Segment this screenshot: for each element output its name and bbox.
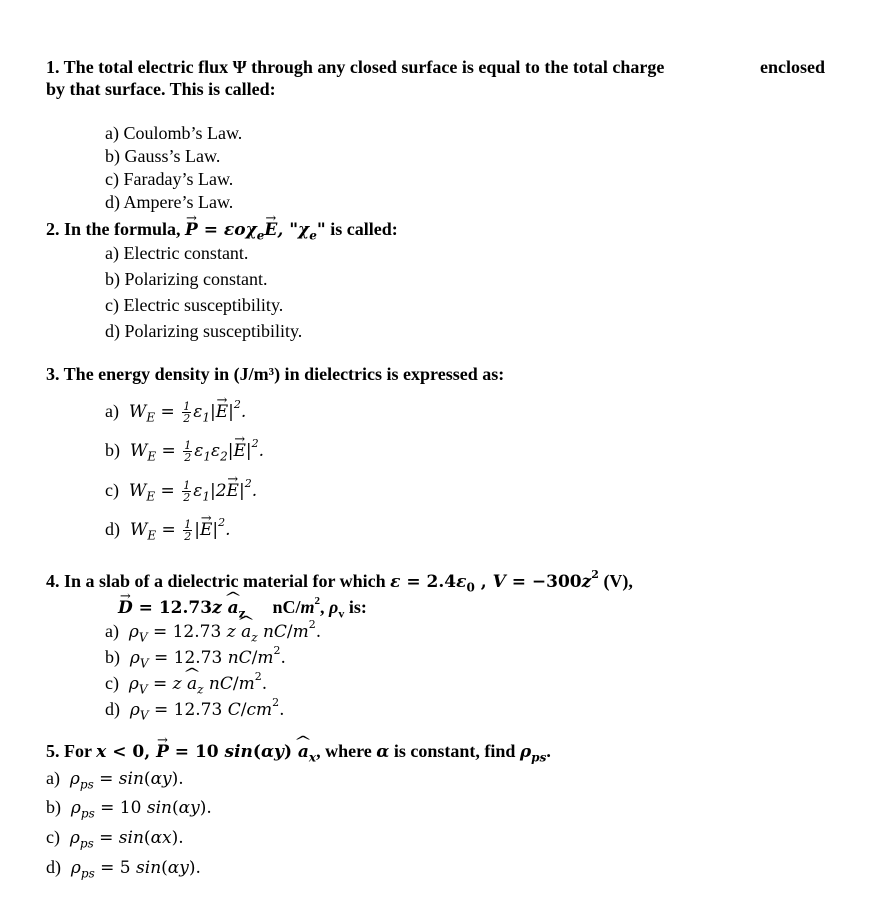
q5-option-b bbox=[46, 796, 212, 824]
q2-prefix: 2. In the formula, bbox=[46, 219, 181, 239]
q5-stem-prefix: 5. For bbox=[46, 741, 92, 761]
q5-option-d bbox=[46, 856, 201, 884]
q4-stem: 4. In a slab of a dielectric material for which bbox=[46, 571, 386, 591]
q1-option-c: c) Faraday’s Law. bbox=[105, 169, 234, 189]
q5-option-c bbox=[46, 826, 184, 854]
q5-option-c-label: c) bbox=[46, 827, 60, 847]
q1-stem-line1: 1. The total electric flux Ψ through any closed surface is equal to the total charge bbox=[46, 57, 665, 77]
q5-option-a-formula: $\rho_{ps} = \sin(\alpha y)$. bbox=[69, 769, 184, 792]
q4-stem-line1: 4. In a slab of a dielectric material for which $\varepsilon = 2.4\varepsilon_0$ , $V = -300z^2$ (V), bbox=[46, 568, 633, 595]
q5-stem: 5. For x < 0, → P = 10 sin(αy) ^ $a_x$, where α is constant, find $\rho_{ps}$. bbox=[46, 740, 551, 768]
q5-option-d-label: d) bbox=[46, 857, 61, 877]
q3-option-b-formula: $W_E$ = $\frac{1}{2}$ $\varepsilon_1\varepsilon_2|\to E|^2$. bbox=[125, 441, 265, 461]
q5-option-c-formula: $\rho_{ps} = \sin(\alpha x)$. bbox=[69, 828, 184, 851]
q2-option-b: b) Polarizing constant. bbox=[105, 269, 268, 289]
q5-condition: x < 0, → P = 10 sin(αy) ^ $a_x$ bbox=[96, 742, 316, 762]
q3-option-d-label: d) bbox=[105, 519, 120, 539]
q3-option-d-formula: $W_E$ = $\frac{1}{2}$ |→ $E|^2$. bbox=[125, 520, 231, 540]
q3-option-c bbox=[105, 473, 257, 507]
q5-target: $\rho_{ps}$ bbox=[519, 742, 547, 765]
q4-option-d-label: d) bbox=[105, 699, 120, 719]
q4-stem-line2: → D = 12.73z ^ $a_z$ $nC/m^2$, $\rho_v$ is: bbox=[118, 590, 367, 625]
q3-stem: 3. The energy density in (J/m³) in dielectrics is expressed as: bbox=[46, 364, 505, 384]
q1-option-d: d) Ampere’s Law. bbox=[105, 192, 234, 212]
q1-option-b: b) Gauss’s Law. bbox=[105, 146, 221, 166]
q2-option-c: c) Electric susceptibility. bbox=[105, 295, 284, 315]
q5-option-a-label: a) bbox=[46, 768, 60, 788]
q4-option-a-label: a) bbox=[105, 621, 119, 641]
q3-option-d bbox=[105, 512, 231, 546]
q5-stem-mid: , where bbox=[316, 741, 372, 761]
q2-option-a: a) Electric constant. bbox=[105, 243, 249, 263]
q3-option-b bbox=[105, 433, 264, 467]
q3-option-c-label: c) bbox=[105, 480, 119, 500]
q5-stem-suffix: is constant, find bbox=[393, 741, 516, 761]
q4-option-d bbox=[105, 692, 285, 726]
q5-option-a bbox=[46, 767, 184, 795]
q5-option-b-formula: $\rho_{ps} = 10$ sin(αy). bbox=[70, 798, 212, 821]
q4-conditions: $\varepsilon = 2.4\varepsilon_0$ , $V = -300z^2$ bbox=[390, 568, 599, 595]
q4-option-c-formula: $\rho_V = z$ ^ $a_z$ $nC/m^2$. bbox=[123, 674, 267, 694]
q3-option-c-formula: $W_E$ = $\frac{1}{2}$ $\varepsilon_1|2\to E|^2$. bbox=[123, 481, 257, 501]
q3-option-b-label: b) bbox=[105, 440, 120, 460]
q1-stem-line1-end: enclosed bbox=[760, 57, 825, 77]
q4-option-d-formula: $\rho_V = 12.73$ $C/cm^2$. bbox=[129, 696, 285, 723]
q5-option-b-label: b) bbox=[46, 797, 61, 817]
q3-option-a-label: a) bbox=[105, 401, 119, 421]
q2-option-d: d) Polarizing susceptibility. bbox=[105, 321, 303, 341]
q1-stem-line2: by that surface. This is called: bbox=[46, 79, 276, 99]
q2-suffix: is called: bbox=[330, 219, 398, 239]
q4-option-a-formula: $\rho_V = 12.73$ z ^ $a_z$ $nC/m^2$. bbox=[123, 622, 321, 642]
q4-option-c-label: c) bbox=[105, 673, 119, 693]
q1-option-a: a) Coulomb’s Law. bbox=[105, 123, 243, 143]
q4-field: → D = 12.73z ^ $a_z$ bbox=[118, 598, 246, 618]
q5-option-d-formula: $\rho_{ps} = 5$ sin(αy). bbox=[70, 858, 201, 881]
q2-formula: → P = εoχ$_e$→ E, "$\chi_e$" bbox=[185, 220, 326, 240]
q5-alpha: α bbox=[376, 742, 390, 762]
q3-option-a-formula: $W_E$ = $\frac{1}{2}$ $\varepsilon_1|\to E|^2$. bbox=[123, 402, 246, 422]
q4-option-b-label: b) bbox=[105, 647, 120, 667]
q3-option-a bbox=[105, 394, 246, 428]
q4-option-b-formula: $\rho_V = 12.73$ $nC/m^2$. bbox=[129, 644, 286, 671]
